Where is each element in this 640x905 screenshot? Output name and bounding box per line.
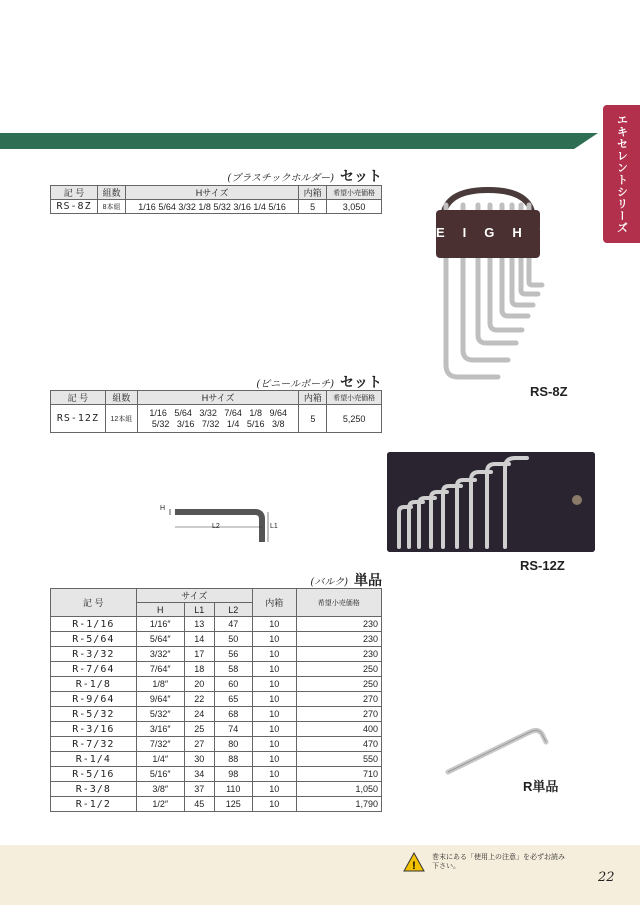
bulk-l1: 13 bbox=[184, 617, 214, 632]
bulk-h: 1/2″ bbox=[136, 797, 184, 812]
rs8z-code: RS-8Z bbox=[51, 200, 98, 214]
bulk-h: 5/64″ bbox=[136, 632, 184, 647]
table-row bbox=[51, 737, 382, 752]
bulk-l2: 58 bbox=[214, 662, 252, 677]
single-wrench-photo bbox=[440, 720, 555, 780]
bulk-l2: 110 bbox=[214, 782, 252, 797]
bulk-code: R-3/8 bbox=[51, 782, 137, 797]
rs12z-caption: RS-12Z bbox=[520, 558, 565, 573]
rs8z-header-code: 記 号 bbox=[51, 186, 98, 200]
rs12z-header-box: 内箱 bbox=[299, 391, 327, 405]
dimension-l2-label: L2 bbox=[212, 523, 220, 530]
bulk-l1: 22 bbox=[184, 692, 214, 707]
rs8z-header-box: 内箱 bbox=[299, 186, 327, 200]
bulk-h: 1/16″ bbox=[136, 617, 184, 632]
bulk-code: R-1/2 bbox=[51, 797, 137, 812]
rs12z-sizes bbox=[137, 405, 298, 433]
bulk-h: 3/8″ bbox=[136, 782, 184, 797]
bulk-box: 10 bbox=[252, 767, 296, 782]
rs8z-header-sets: 組数 bbox=[98, 186, 126, 200]
bulk-code: R-3/32 bbox=[51, 647, 137, 662]
bulk-h: 5/32″ bbox=[136, 707, 184, 722]
bulk-l2: 60 bbox=[214, 677, 252, 692]
bulk-box: 10 bbox=[252, 707, 296, 722]
bulk-price: 1,050 bbox=[296, 782, 381, 797]
svg-text:!: ! bbox=[412, 860, 416, 872]
table-row bbox=[51, 677, 382, 692]
bulk-code: R-5/16 bbox=[51, 767, 137, 782]
bulk-heading bbox=[150, 570, 382, 590]
rs12z-product-photo bbox=[387, 452, 595, 552]
bulk-code: R-9/64 bbox=[51, 692, 137, 707]
table-row bbox=[51, 722, 382, 737]
bulk-price: 250 bbox=[296, 662, 381, 677]
bulk-header-box: 内箱 bbox=[252, 589, 296, 617]
bulk-l1: 18 bbox=[184, 662, 214, 677]
table-row bbox=[51, 200, 382, 214]
rs8z-product-photo bbox=[428, 185, 548, 385]
bulk-l2: 68 bbox=[214, 707, 252, 722]
table-row bbox=[51, 647, 382, 662]
bulk-price: 710 bbox=[296, 767, 381, 782]
rs12z-price: 5,250 bbox=[327, 405, 382, 433]
bulk-price: 270 bbox=[296, 707, 381, 722]
rs12z-table bbox=[50, 390, 382, 433]
section-banner bbox=[0, 133, 598, 149]
rs12z-header-price: 希望小売価格 bbox=[327, 391, 382, 405]
bulk-box: 10 bbox=[252, 737, 296, 752]
bulk-l1: 45 bbox=[184, 797, 214, 812]
bulk-price: 550 bbox=[296, 752, 381, 767]
bulk-header-l2: L2 bbox=[214, 603, 252, 617]
warning-icon bbox=[403, 852, 425, 872]
holder-lettering: EIGHT bbox=[436, 225, 566, 240]
rs12z-title: セット bbox=[340, 375, 382, 391]
bulk-title: 単品 bbox=[354, 573, 382, 589]
warning-text bbox=[432, 853, 565, 871]
bulk-l2: 65 bbox=[214, 692, 252, 707]
bulk-l1: 14 bbox=[184, 632, 214, 647]
warning-line-1: 巻末にある「使用上の注意」を必ずお読み bbox=[432, 854, 565, 861]
table-row bbox=[51, 662, 382, 677]
rs8z-header-sizes: Hサイズ bbox=[126, 186, 299, 200]
bulk-code: R-7/64 bbox=[51, 662, 137, 677]
rs12z-sizes-line2: 5/32 3/16 7/32 1/4 5/16 3/8 bbox=[151, 418, 285, 429]
bulk-header-h: H bbox=[136, 603, 184, 617]
rs12z-header-sizes: Hサイズ bbox=[137, 391, 298, 405]
bulk-box: 10 bbox=[252, 647, 296, 662]
bulk-box: 10 bbox=[252, 617, 296, 632]
bulk-l1: 25 bbox=[184, 722, 214, 737]
dimension-diagram bbox=[160, 500, 280, 550]
bulk-l2: 125 bbox=[214, 797, 252, 812]
bulk-box: 10 bbox=[252, 677, 296, 692]
bulk-l2: 50 bbox=[214, 632, 252, 647]
bulk-header-code: 記 号 bbox=[51, 589, 137, 617]
bulk-h: 1/8″ bbox=[136, 677, 184, 692]
rs8z-header-price: 希望小売価格 bbox=[327, 186, 382, 200]
bulk-l2: 74 bbox=[214, 722, 252, 737]
bulk-price: 250 bbox=[296, 677, 381, 692]
bulk-h: 3/16″ bbox=[136, 722, 184, 737]
rs12z-header-code: 記 号 bbox=[51, 391, 106, 405]
bulk-box: 10 bbox=[252, 722, 296, 737]
table-row bbox=[51, 632, 382, 647]
bulk-h: 3/32″ bbox=[136, 647, 184, 662]
rs8z-box: 5 bbox=[299, 200, 327, 214]
bulk-box: 10 bbox=[252, 797, 296, 812]
page-number: 22 bbox=[598, 870, 615, 885]
table-row bbox=[51, 782, 382, 797]
single-caption: R単品 bbox=[523, 779, 559, 794]
bulk-l1: 27 bbox=[184, 737, 214, 752]
dimension-l1-label: L1 bbox=[270, 523, 278, 530]
rs8z-caption: RS-8Z bbox=[530, 384, 568, 399]
rs12z-sets: 12本組 bbox=[105, 405, 137, 433]
bulk-subtitle: (バルク) bbox=[310, 577, 348, 588]
table-row bbox=[51, 405, 382, 433]
bulk-code: R-5/32 bbox=[51, 707, 137, 722]
bulk-l2: 88 bbox=[214, 752, 252, 767]
bulk-h: 1/4″ bbox=[136, 752, 184, 767]
bulk-code: R-1/4 bbox=[51, 752, 137, 767]
bulk-h: 5/16″ bbox=[136, 767, 184, 782]
bulk-code: R-3/16 bbox=[51, 722, 137, 737]
dimension-h-label: H bbox=[160, 505, 166, 512]
rs12z-subtitle: (ビニールポーチ) bbox=[256, 379, 334, 390]
rs12z-heading bbox=[150, 372, 382, 392]
warning-line-2: 下さい。 bbox=[432, 863, 460, 870]
bulk-price: 470 bbox=[296, 737, 381, 752]
bulk-l1: 37 bbox=[184, 782, 214, 797]
table-row bbox=[51, 692, 382, 707]
bulk-code: R-1/16 bbox=[51, 617, 137, 632]
rs8z-table bbox=[50, 185, 382, 214]
rs8z-sets: 8本組 bbox=[98, 200, 126, 214]
bulk-h: 7/64″ bbox=[136, 662, 184, 677]
bulk-box: 10 bbox=[252, 752, 296, 767]
table-row bbox=[51, 752, 382, 767]
bulk-header-l1: L1 bbox=[184, 603, 214, 617]
bulk-header-price: 希望小売価格 bbox=[296, 589, 381, 617]
rs8z-subtitle: (プラスチックホルダー) bbox=[227, 173, 334, 184]
rs12z-header-sets: 組数 bbox=[105, 391, 137, 405]
bulk-table bbox=[50, 588, 382, 812]
bulk-h: 7/32″ bbox=[136, 737, 184, 752]
rs8z-price: 3,050 bbox=[327, 200, 382, 214]
bulk-code: R-7/32 bbox=[51, 737, 137, 752]
bulk-h: 9/64″ bbox=[136, 692, 184, 707]
bulk-l1: 30 bbox=[184, 752, 214, 767]
bulk-price: 230 bbox=[296, 647, 381, 662]
bulk-l1: 20 bbox=[184, 677, 214, 692]
table-row bbox=[51, 767, 382, 782]
rs8z-sizes: 1/16 5/64 3/32 1/8 5/32 3/16 1/4 5/16 bbox=[126, 200, 299, 214]
bulk-price: 270 bbox=[296, 692, 381, 707]
bulk-l1: 34 bbox=[184, 767, 214, 782]
rs12z-sizes-line1: 1/16 5/64 3/32 7/64 1/8 9/64 bbox=[149, 407, 287, 418]
rs12z-code: RS-12Z bbox=[51, 405, 106, 433]
table-row bbox=[51, 797, 382, 812]
rs8z-heading bbox=[150, 166, 382, 186]
bulk-code: R-1/8 bbox=[51, 677, 137, 692]
bulk-l2: 47 bbox=[214, 617, 252, 632]
bulk-box: 10 bbox=[252, 782, 296, 797]
table-row bbox=[51, 707, 382, 722]
bulk-l1: 17 bbox=[184, 647, 214, 662]
bulk-code: R-5/64 bbox=[51, 632, 137, 647]
rs12z-box: 5 bbox=[299, 405, 327, 433]
bulk-price: 1,790 bbox=[296, 797, 381, 812]
bulk-box: 10 bbox=[252, 692, 296, 707]
bulk-price: 230 bbox=[296, 632, 381, 647]
bulk-table-body bbox=[51, 617, 382, 812]
bulk-l2: 80 bbox=[214, 737, 252, 752]
series-side-tab: エキセレントシリーズ bbox=[603, 105, 640, 243]
bulk-l2: 56 bbox=[214, 647, 252, 662]
bulk-l1: 24 bbox=[184, 707, 214, 722]
bulk-price: 400 bbox=[296, 722, 381, 737]
bulk-l2: 98 bbox=[214, 767, 252, 782]
bulk-price: 230 bbox=[296, 617, 381, 632]
table-row bbox=[51, 617, 382, 632]
bulk-box: 10 bbox=[252, 632, 296, 647]
rs8z-title: セット bbox=[340, 169, 382, 185]
bulk-header-size: サイズ bbox=[136, 589, 252, 603]
bulk-box: 10 bbox=[252, 662, 296, 677]
